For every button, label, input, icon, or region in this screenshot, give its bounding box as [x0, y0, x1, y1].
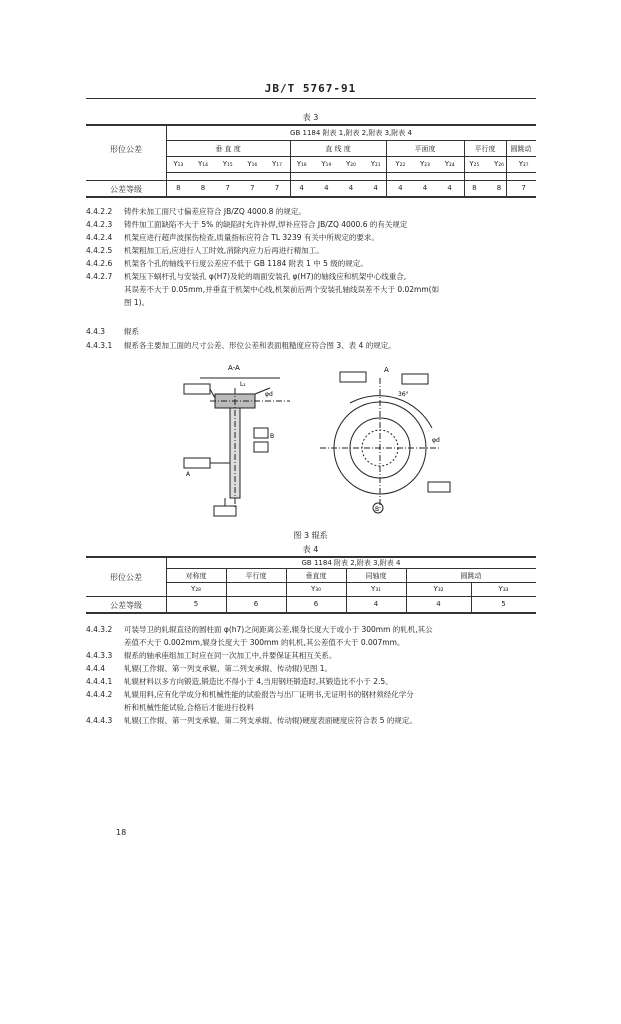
paragraph-line: [86, 219, 556, 230]
table4-group: 同轴度: [365, 572, 387, 580]
table3-grade-cell: 4: [447, 184, 452, 192]
table3-grade-cell: 7: [250, 184, 255, 192]
fig3-label: φd: [432, 437, 440, 444]
table3-grade-cell: 4: [348, 184, 354, 192]
paragraph-number: 4.4.3.3: [86, 651, 113, 660]
fig3-section-label: A-A: [228, 364, 240, 372]
table3-symbol-cell: Y₂₄: [444, 160, 455, 168]
fig3-label: B: [375, 506, 380, 513]
table4-group: 对称度: [185, 572, 207, 580]
paragraph-line: [86, 650, 556, 661]
paragraph-line: [86, 206, 556, 217]
table3-symbol-cell: Y₁₇: [272, 160, 282, 168]
table4: [86, 556, 536, 614]
fig3-label: A: [384, 366, 389, 374]
table3-grade-cell: 4: [422, 184, 428, 192]
paragraph-text: 可装导卫的轧辊直径的圆柱面 φ(h7)之间距离公差,辊身长度大于或小于 300mm 的轧机,其公: [124, 625, 433, 634]
paragraph-text: 其误差不大于 0.05mm,并垂直于机架中心线,机架前后两个安装孔轴线误差不大于 0.02mm(如: [124, 285, 440, 294]
paragraph-number: 4.4.2.5: [86, 246, 113, 255]
table3-grade-cell: 7: [521, 184, 526, 192]
paragraph-text: 机架各个孔的轴线平行度公差应不低于 GB 1184 附表 1 中 5 级的规定。: [124, 259, 368, 268]
table3-symbol-cell: Y₁₄: [198, 160, 208, 168]
table3-grade-cell: 8: [472, 184, 477, 192]
fig3-label: A: [186, 471, 191, 478]
paragraph-line: [86, 676, 556, 687]
table4-grade-cell: 5: [193, 600, 199, 608]
paragraph-line: [86, 624, 556, 635]
paragraph-text: 轧辊(工作辊、第一列支承辊、第二列支承辊、传动辊)见图 1。: [124, 664, 333, 673]
table4-grade-cell: 4: [373, 600, 379, 608]
fig3-label: B: [270, 433, 275, 440]
paragraph-line: [86, 245, 556, 256]
paragraph-number: 4.4.2.3: [86, 220, 113, 229]
table3-symbol-cell: Y₂₁: [370, 160, 381, 168]
paragraph-line: [86, 271, 556, 282]
table3-symbol-cell: Y₁₃: [173, 160, 184, 168]
table4-group: 圆跳动: [460, 572, 482, 580]
paragraph-number: 4.4.2.6: [86, 259, 113, 268]
table3-symbol-cell: Y₂₃: [420, 160, 430, 168]
table3-row-label-1: 形位公差: [110, 145, 142, 154]
table3: [86, 124, 536, 196]
paragraph-text: 差值不大于 0.002mm,辊身长度大于 300mm 的轧机,其公差值不大于 0.007mm。: [124, 638, 405, 647]
table4-symbol-cell: Y₃₃: [498, 585, 509, 593]
paragraph-number: 4.4.4.1: [86, 677, 113, 686]
table3-grade-cell: 8: [200, 184, 206, 192]
table4-caption: 表 4: [302, 545, 319, 554]
standard-header: JB/T 5767-91: [264, 82, 357, 95]
table4-grade-cell: 4: [436, 600, 441, 608]
table3-grade-cell: 4: [398, 184, 403, 192]
paragraph-line: [86, 297, 556, 308]
table3-symbol-cell: Y₂₀: [346, 160, 356, 168]
table3-grade-cell: 4: [299, 184, 304, 192]
table4-symbol-cell: Y₃₁: [371, 585, 381, 593]
table3-symbol-cell: Y₂₇: [518, 160, 529, 168]
table3-symbol-cell: Y₂₂: [395, 160, 406, 168]
para-4-4-3-1: 4.4.3.1 辊系各主要加工面的尺寸公差、形位公差和表面粗糙度应符合图 3、表 4 的规定。: [86, 341, 396, 350]
table4-row-label-2: 公差等级: [110, 601, 142, 610]
figure3-drawing: [170, 358, 470, 528]
table3-grade-cell: 7: [225, 184, 230, 192]
paragraph-number: 4.4.2.2: [86, 207, 113, 216]
paragraph-text: 铸件加工面缺陷不大于 5% 的缺陷时允许补焊,焊补应符合 JB/ZQ 4000.6 的有关规定: [124, 220, 408, 229]
paragraph-number: 4.4.3.2: [86, 625, 113, 634]
table3-grade-cell: 8: [176, 184, 181, 192]
paragraph-text: 机架粗加工后,应进行人工时效,消除内应力后再进行精加工。: [124, 246, 324, 255]
table3-symbol-cell: Y₁₆: [247, 160, 258, 168]
fig3-label: φd: [265, 391, 273, 398]
table4-symbol-cell: Y₃₂: [433, 585, 444, 593]
paragraph-line: [86, 258, 556, 269]
table3-group: 平面度: [414, 145, 436, 153]
table3-grade-cell: 8: [496, 184, 502, 192]
table3-grade-cell: 4: [373, 184, 378, 192]
paragraph-text: 轧辊用料,应有化学成分和机械性能的试验报告与出厂证明书,无证明书的钢材须经化学分: [124, 690, 414, 699]
fig3-label: L₁: [240, 381, 246, 388]
table4-group-header: GB 1184 附表 2,附表 3,附表 4: [301, 559, 401, 567]
table3-group: 圆跳动: [510, 145, 532, 153]
paragraph-text: 机架应进行超声波探伤检查,质量指标应符合 TL 3239 有关中所规定的要求。: [124, 233, 379, 242]
paragraph-line: [86, 637, 556, 648]
table4-symbol-cell: Y₂₈: [191, 585, 201, 593]
paragraph-text: 轧辊(工作辊、第一列支承辊、第二列支承辊、传动辊)硬度表面硬度应符合表 5 的规定。: [124, 716, 417, 725]
paragraph-text: 轧辊材料以多方向锻造,锻造比不得小于 4,当用钢坯锻造时,其锻造比不小于 2.5。: [124, 677, 393, 686]
header-rule: [86, 98, 536, 99]
paragraph-number: 4.4.4: [86, 664, 106, 673]
table4-group: 垂直度: [305, 572, 327, 580]
table3-symbol-cell: Y₂₆: [494, 160, 504, 168]
table3-symbol-cell: Y₁₅: [222, 160, 233, 168]
table3-group: 垂 直 度: [215, 145, 241, 153]
paragraph-text: 析和机械性能试验,合格后才能进行投料: [124, 703, 254, 712]
paragraph-text: 铸件未加工面尺寸偏差应符合 JB/ZQ 4000.8 的规定。: [124, 207, 306, 216]
paragraph-number: 4.4.4.3: [86, 716, 113, 725]
table3-group: 平行度: [474, 145, 496, 153]
table3-group: 直 线 度: [325, 145, 351, 153]
paragraph-number: 4.4.2.7: [86, 272, 113, 281]
table4-row-label-1: 形位公差: [110, 573, 142, 582]
paragraph-line: [86, 702, 556, 713]
paragraph-number: 4.4.4.2: [86, 690, 113, 699]
table4-grade-cell: 5: [501, 600, 506, 608]
fig3-label: 36°: [398, 391, 409, 398]
table3-symbol-cell: Y₂₅: [469, 160, 480, 168]
table3-symbol-cell: Y₁₈: [296, 160, 307, 168]
table4-group: 平行度: [245, 572, 267, 580]
paragraph-text: 图 1)。: [124, 298, 150, 307]
table4-grade-cell: 6: [253, 600, 259, 608]
table3-grade-cell: 7: [274, 184, 280, 192]
table4-symbol-cell: Y₃₀: [311, 585, 321, 593]
figure3-caption: 图 3 辊系: [293, 531, 328, 540]
table3-grade-cell: 4: [324, 184, 329, 192]
table4-grade-cell: 6: [313, 600, 319, 608]
paragraph-line: [86, 284, 556, 295]
paragraph-text: 辊系的轴承座组加工时应在同一次加工中,并要保证其相互关系。: [124, 651, 337, 660]
paragraph-line: [86, 715, 556, 726]
paragraph-text: 机架压下蜗杆孔与安装孔 φ(H7)及轮的端面安装孔 φ(H7)的轴线应和机架中心线重合,: [124, 272, 407, 281]
table3-group-header: GB 1184 附表 1,附表 2,附表 3,附表 4: [290, 129, 412, 137]
section-4-4-3: 4.4.3 辊系: [86, 327, 139, 336]
table3-row-label-2: 公差等级: [110, 185, 142, 194]
paragraph-line: [86, 689, 556, 700]
page-number: 18: [116, 828, 127, 837]
paragraph-line: [86, 232, 556, 243]
paragraph-number: 4.4.2.4: [86, 233, 113, 242]
table3-caption: 表 3: [302, 113, 319, 122]
paragraph-line: [86, 663, 556, 674]
table3-symbol-cell: Y₁₉: [321, 160, 332, 168]
